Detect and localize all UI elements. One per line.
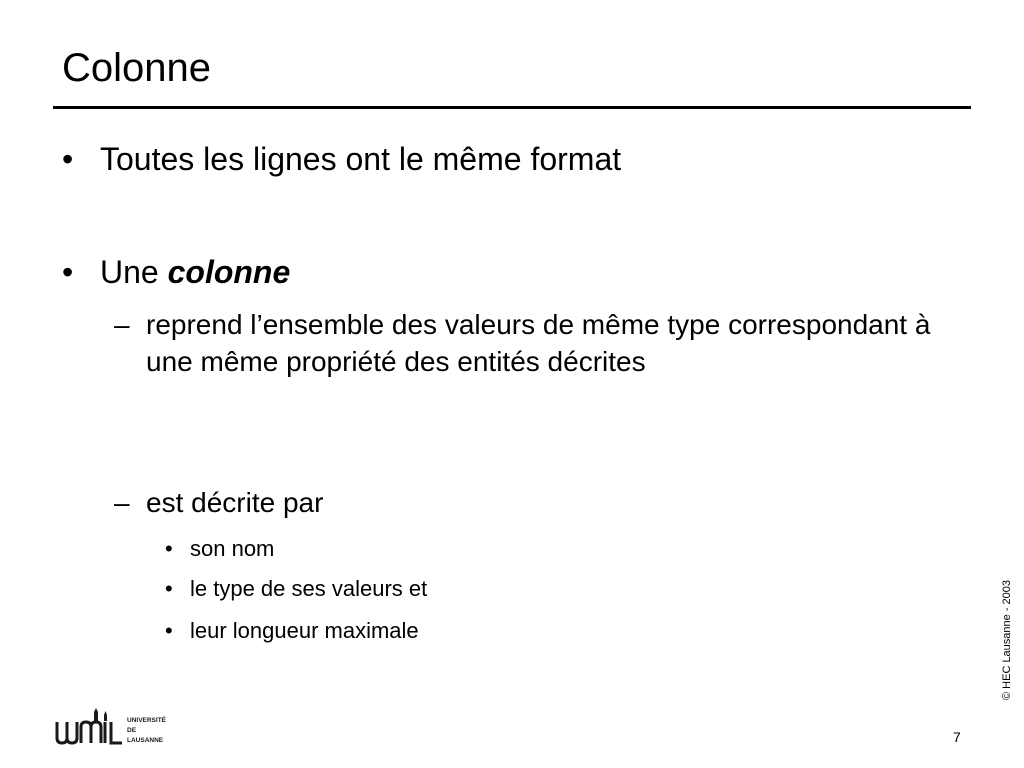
logo-text-line1: UNIVERSITÉ	[127, 717, 167, 724]
bullet-marker: •	[165, 576, 173, 601]
sub-sub-bullet-text: le type de ses valeurs et	[190, 576, 428, 601]
sub-sub-bullet-text: leur longueur maximale	[190, 618, 419, 643]
bullet-marker: •	[62, 254, 74, 290]
logo-text-line2: DE	[127, 727, 137, 734]
slide-title: Colonne	[62, 46, 212, 90]
title-divider	[53, 106, 971, 109]
dash-marker: –	[114, 309, 130, 340]
bullet-marker: •	[165, 536, 173, 561]
bullet-marker: •	[62, 141, 74, 177]
sub-bullet-text: reprend l’ensemble des valeurs de même type correspondant à une même propriété des entités décrites	[146, 309, 931, 377]
unil-logo	[54, 708, 170, 748]
bullet-text: Toutes les lignes ont le même format	[100, 141, 622, 177]
sub-sub-bullet-text: son nom	[190, 536, 275, 561]
copyright-notice: © HEC Lausanne - 2003	[1001, 579, 1013, 700]
sub-bullet-text: est décrite par	[146, 487, 324, 518]
bullet-text-plain: Une	[100, 254, 159, 290]
page-number: 7	[953, 729, 961, 745]
bullet-text-emphasis: colonne	[167, 254, 291, 290]
bullet-marker: •	[165, 618, 173, 643]
dash-marker: –	[114, 487, 130, 518]
logo-text-line3: LAUSANNE	[127, 737, 164, 744]
bullet-text	[100, 253, 290, 291]
